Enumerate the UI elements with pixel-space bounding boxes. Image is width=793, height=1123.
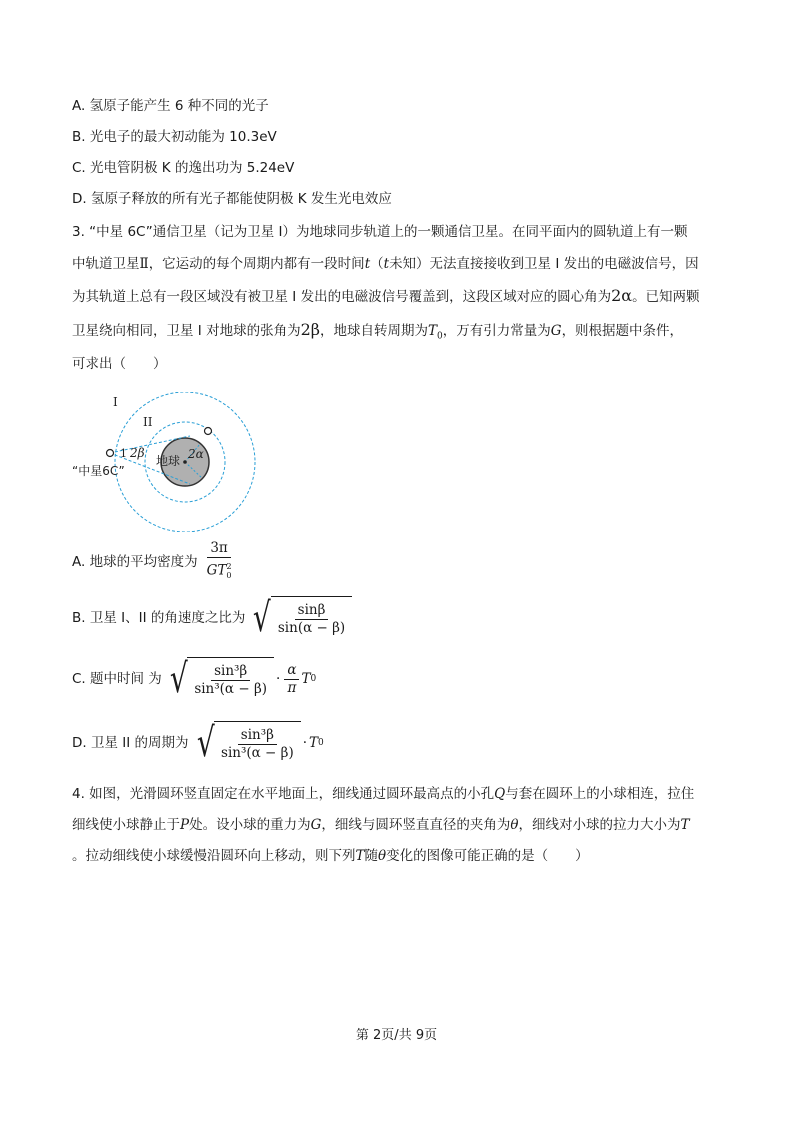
q3-option-a: A. 地球的平均密度为 $\frac{3\pi}{GT_0^2}$ <box>72 540 237 584</box>
label-satellite-name: “中星6C” <box>72 464 125 478</box>
q3-stem-line-3: 为其轨道上总有一段区域没有被卫星 I 发出的电磁波信号覆盖到，这段区域对应的圆心角为2α。已知两颗 <box>72 286 700 305</box>
q4-stem-line-2: 细线使小球静止于P处。设小球的重力为G，细线与圆环竖直直径的夹角为θ，细线对小球的拉力大小为T <box>72 817 690 833</box>
page-footer: 第 2页/共 9页 <box>355 1028 438 1043</box>
q2-option-c: C. 光电管阴极 K 的逸出功为 5.24eV <box>72 160 295 176</box>
option-c-sqrt: √ $\frac{\text{sin³β}}{\text{sin³(α − β)}}$ <box>166 657 274 701</box>
label-orbit-ii: II <box>143 415 153 429</box>
q3-option-d: D. 卫星 II 的周期为 √ $\frac{\text{sin³β}}{\text{sin³(α − β)}}$ · T 0 <box>72 720 324 766</box>
satellite-i-icon <box>107 450 114 457</box>
option-d-sqrt: √ $\frac{\text{sin³β}}{\text{sin³(α − β)}}$ <box>193 721 301 765</box>
option-b-sqrt: √ $\frac{\sin\beta}{\sin(\alpha - \beta)}$ <box>249 596 352 640</box>
q2-option-a: A. 氢原子能产生 6 种不同的光子 <box>72 98 269 114</box>
q3-option-c: C. 题中时间 为 √ $\frac{\text{sin³β}}{\text{sin³(α − β)}}$ · $\frac{\alpha}{\pi}$ T 0 <box>72 656 317 702</box>
label-2beta: 2β <box>130 446 145 460</box>
label-orbit-i: I <box>113 395 118 409</box>
q3-stem-line-1: 3. “中星 6C”通信卫星（记为卫星 I）为地球同步轨道上的一颗通信卫星。在同平面内的圆轨道上有一颗 <box>72 224 688 240</box>
earth-center-dot <box>183 460 187 464</box>
q2-option-d: D. 氢原子释放的所有光子都能使阴极 K 发生光电效应 <box>72 191 392 207</box>
q2-option-b: B. 光电子的最大初动能为 10.3eV <box>72 129 277 145</box>
satellite-orbit-diagram <box>72 392 272 532</box>
q4-stem-line-1: 4. 如图，光滑圆环竖直固定在水平地面上，细线通过圆环最高点的小孔Q与套在圆环上的小球相连，拉住 <box>72 786 695 802</box>
q3-stem-line-2: 中轨道卫星Ⅱ，它运动的每个周期内都有一段时间t（t未知）无法直接接收到卫星 I 发出的电磁波信号，因 <box>72 256 699 272</box>
q3-option-b: B. 卫星 I、II 的角速度之比为 √ $\frac{\sin\beta}{\sin(\alpha - \beta)}$ <box>72 596 352 640</box>
label-1: 1 <box>120 447 127 460</box>
option-a-fraction: $\frac{3\pi}{GT_0^2}$ <box>206 540 232 581</box>
q4-stem-line-3: 。拉动细线使小球缓慢沿圆环向上移动，则下列T随θ变化的图像可能正确的是（ ） <box>72 848 589 864</box>
q3-stem-line-4: 卫星绕向相同，卫星 I 对地球的张角为2β，地球自转周期为$T_0$，万有引力常量为G，则根据题中条件， <box>72 320 684 342</box>
q3-stem-line-5: 可求出（ ） <box>72 356 167 372</box>
label-earth: 地球 <box>156 454 181 468</box>
label-2alpha: 2α <box>188 447 204 461</box>
satellite-ii-icon <box>205 428 212 435</box>
